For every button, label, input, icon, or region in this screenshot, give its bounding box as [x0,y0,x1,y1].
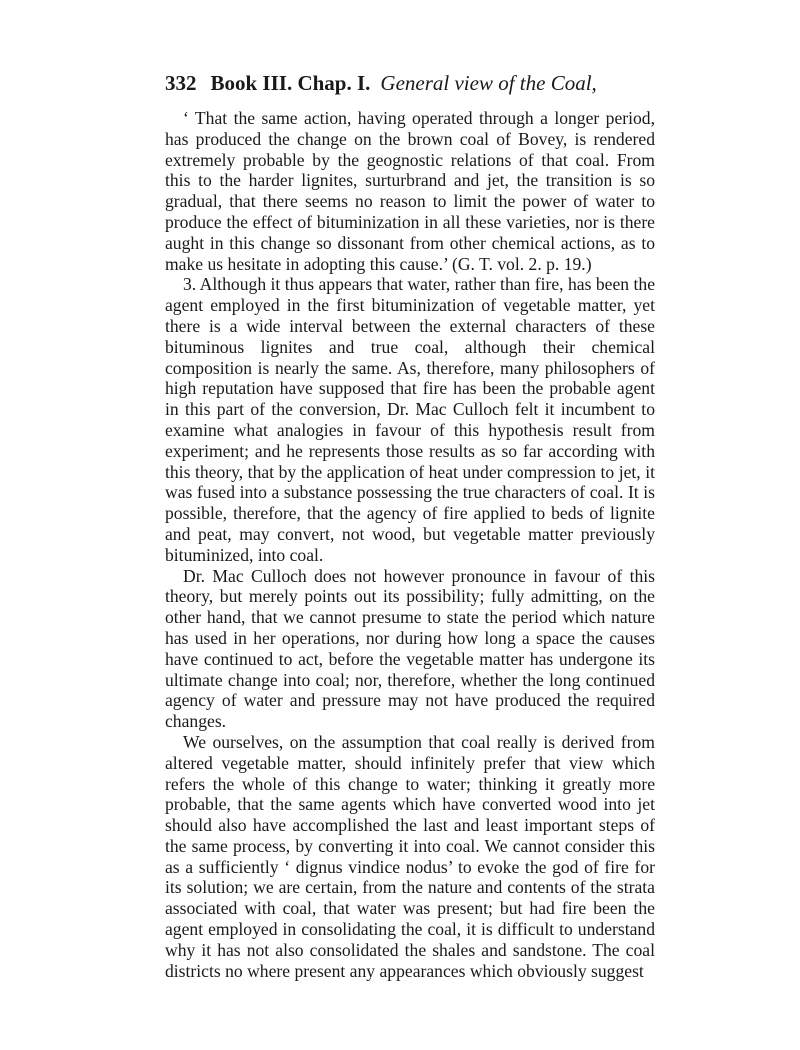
book-page [165,70,655,981]
running-head [165,70,655,96]
page-number: 332 [165,71,197,95]
paragraph-quotation: ‘ That the same action, having operated through a longer period, has produced the change on the brown coal of Bovey, is rendered extremely probable by the geognostic relations of that coal. From this to the harder lignites, surturbrand and jet, the transition is so gradual, that there seems no reason to limit the power of water to produce the effect of bituminization in all these varieties, nor is there aught in this change so dissonant from other chemical actions, as to make us hesitate in adopting this cause.’ (G. T. vol. 2. p. 19.) [165,108,655,274]
section-title: General view of the Coal, [380,71,597,95]
paragraph-mac-culloch: Dr. Mac Culloch does not however pronounce in favour of this theory, but merely points out its possibility; fully admitting, on the other hand, that we cannot presume to state the period which nature has used in her operations, nor during how long a space the causes have continued to act, before the vegetable matter has undergone its ultimate change into coal; nor, therefore, whether the long continued agency of water and pressure may not have produced the required changes. [165,565,655,732]
body-text [165,108,655,981]
paragraph-authors-view: We ourselves, on the assumption that coal really is derived from altered vegetable matter, should infinitely prefer that view which refers the whole of this change to water; thinking it greatly more probable, that the same agents which have converted wood into jet should also have accomplished the last and least important steps of the same process, by converting it into coal. We cannot consider this as a sufficiently ‘ dignus vindice nodus’ to evoke the god of fire for its solution; we are certain, from the nature and contents of the strata associated with coal, that water was present; but had fire been the agent employed in consolidating the coal, it is difficult to understand why it has not also consolidated the shales and sandstone. The coal districts no where present any appearances which obviously suggest [165,731,655,981]
paragraph-section-3: 3. Although it thus appears that water, rather than fire, has been the agent employed in the first bituminization of vegetable matter, yet there is a wide interval between the external characters of these bituminous lignites and true coal, although their chemical composition is nearly the same. As, therefore, many philosophers of high reputation have supposed that fire has been the probable agent in this part of the conversion, Dr. Mac Culloch felt it incumbent to examine what analogies in favour of this hypothesis result from experiment; and he represents those results as so far according with this theory, that by the application of heat under compression to jet, it was fused into a substance possessing the true characters of coal. It is possible, therefore, that the agency of fire applied to beds of lignite and peat, may convert, not wood, but vegetable matter previously bituminized, into coal. [165,274,655,565]
book-chapter-label: Book III. Chap. I. [210,71,371,95]
